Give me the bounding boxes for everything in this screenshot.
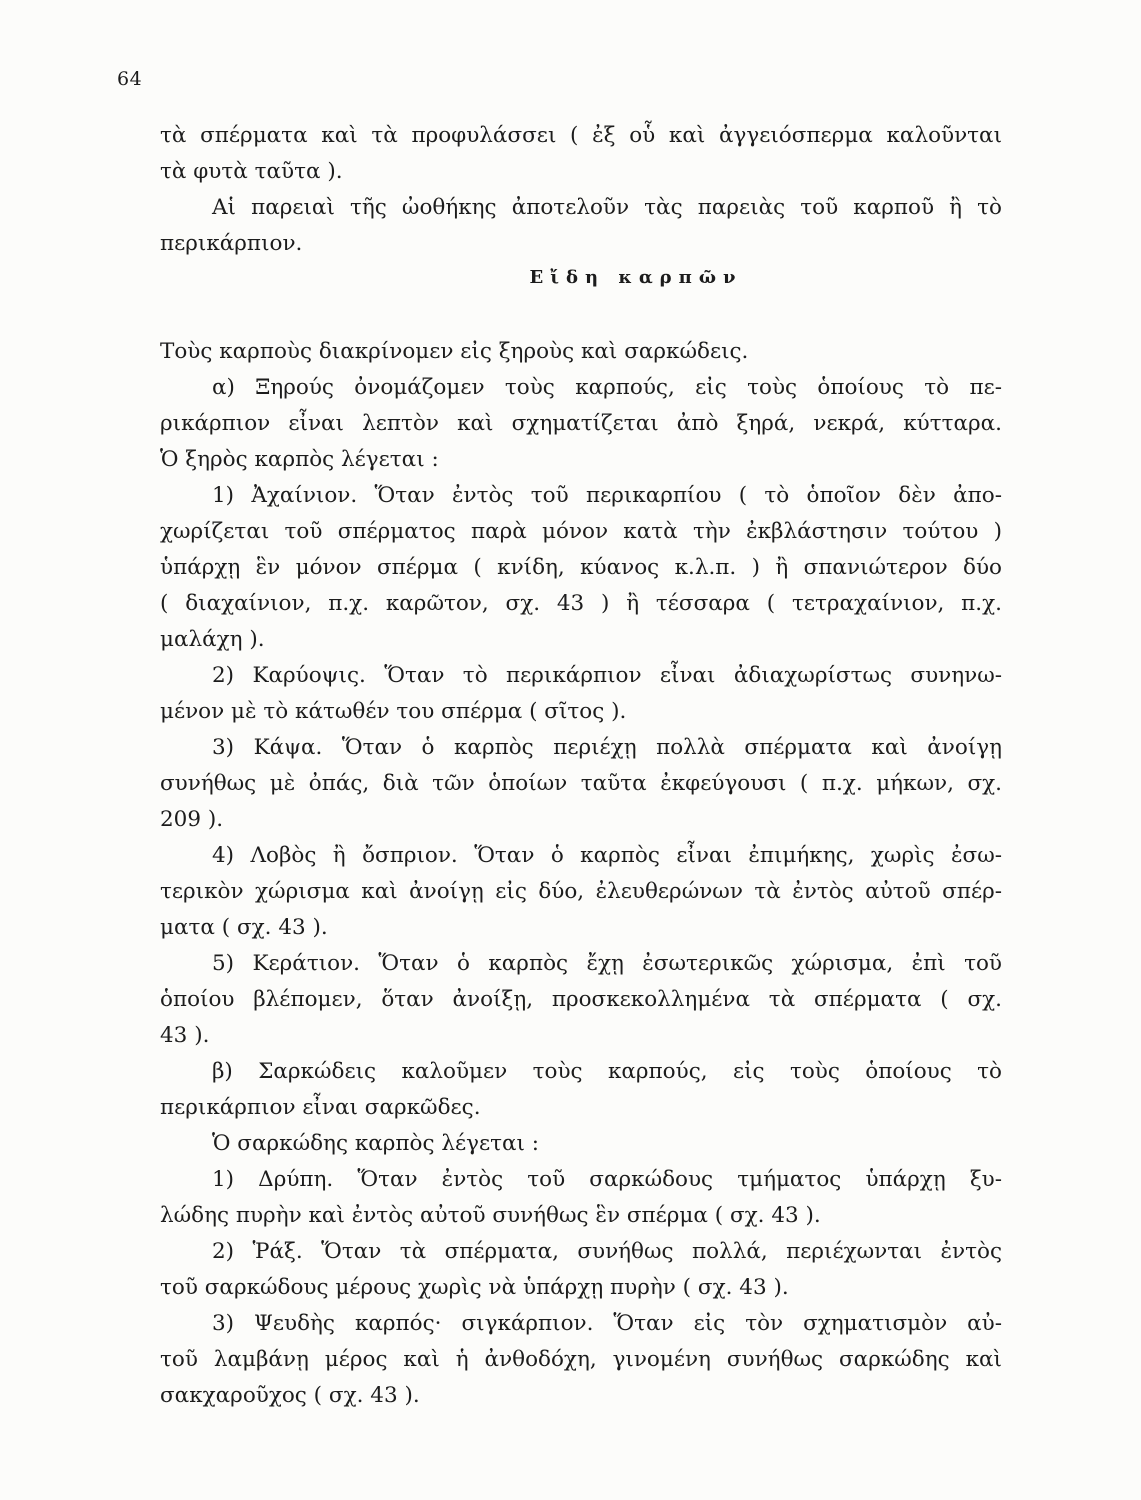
text-line: β) Σαρκώδεις καλοῦμεν τοὺς καρπούς, εἰς τοὺς ὁποίους τὸ	[212, 1059, 1002, 1084]
text-line: 209 ).	[160, 807, 224, 832]
text-line: Ὁ ξηρὸς καρπὸς λέγεται :	[160, 447, 439, 472]
text-line: ρικάρπιον εἶναι λεπτὸν καὶ σχηματίζεται ἀπὸ ξηρά, νεκρά, κύτταρα.	[160, 411, 1002, 436]
text-line: λώδης πυρὴν καὶ ἐντὸς αὐτοῦ συνήθως ἓν σπέρμα ( σχ. 43 ).	[160, 1203, 821, 1228]
text-line: Ὁ σαρκώδης καρπὸς λέγεται :	[212, 1131, 540, 1156]
section-heading: Εἴδη καρπῶν	[529, 267, 743, 288]
text-line: 1) Ἀχαίνιον. Ὅταν ἐντὸς τοῦ περικαρπίου ( τὸ ὁποῖον δὲν ἀπο-	[212, 483, 1002, 508]
text-line: ( διαχαίνιον, π.χ. καρῶτον, σχ. 43 ) ἢ τέσσαρα ( τετραχαίνιον, π.χ.	[160, 591, 1002, 616]
text-line: 5) Κεράτιον. Ὅταν ὁ καρπὸς ἔχῃ ἐσωτερικῶς χώρισμα, ἐπὶ τοῦ	[212, 951, 1002, 976]
text-line: τοῦ σαρκώδους μέρους χωρὶς νὰ ὑπάρχῃ πυρὴν ( σχ. 43 ).	[160, 1275, 789, 1300]
text-line: τὰ φυτὰ ταῦτα ).	[160, 159, 343, 184]
text-line: ματα ( σχ. 43 ).	[160, 915, 328, 940]
text-line: Αἱ παρειαὶ τῆς ὠοθήκης ἀποτελοῦν τὰς παρειὰς τοῦ καρποῦ ἢ τὸ	[212, 195, 1002, 220]
text-line: 2) Καρύοψις. Ὅταν τὸ περικάρπιον εἶναι ἀδιαχωρίστως συνηνω-	[212, 663, 1002, 688]
text-line: 2) Ῥάξ. Ὅταν τὰ σπέρματα, συνήθως πολλά, περιέχωνται ἐντὸς	[212, 1239, 1002, 1264]
text-line: μένον μὲ τὸ κάτωθέν του σπέρμα ( σῖτος ).	[160, 699, 627, 724]
text-line: Τοὺς καρποὺς διακρίνομεν εἰς ξηροὺς καὶ σαρκώδεις.	[160, 339, 749, 364]
text-line: τοῦ λαμβάνῃ μέρος καὶ ἡ ἀνθοδόχη, γινομένη συνήθως σαρκώδης καὶ	[160, 1347, 1002, 1372]
text-line: 3) Ψευδὴς καρπός· σιγκάρπιον. Ὅταν εἰς τὸν σχηματισμὸν αὐ-	[212, 1311, 1002, 1336]
text-line: 43 ).	[160, 1023, 210, 1048]
page-number: 64	[117, 68, 143, 90]
text-line: χωρίζεται τοῦ σπέρματος παρὰ μόνον κατὰ τὴν ἐκβλάστησιν τούτου )	[160, 519, 1002, 544]
text-line: 4) Λοβὸς ἢ ὄσπριον. Ὅταν ὁ καρπὸς εἶναι ἐπιμήκης, χωρὶς ἐσω-	[212, 843, 1002, 868]
text-line: τερικὸν χώρισμα καὶ ἀνοίγῃ εἰς δύο, ἐλευθερώνων τὰ ἐντὸς αὐτοῦ σπέρ-	[160, 879, 1002, 904]
body-text	[160, 118, 1002, 1414]
text-line: περικάρπιον εἶναι σαρκῶδες.	[160, 1095, 481, 1120]
text-line: 1) Δρύπη. Ὅταν ἐντὸς τοῦ σαρκώδους τμήματος ὑπάρχῃ ξυ-	[212, 1167, 1002, 1192]
text-line: μαλάχη ).	[160, 627, 265, 652]
text-line: περικάρπιον.	[160, 231, 303, 256]
text-line: τὰ σπέρματα καὶ τὰ προφυλάσσει ( ἐξ οὗ καὶ ἀγγειόσπερμα καλοῦνται	[160, 123, 1002, 148]
text-line: σακχαροῦχος ( σχ. 43 ).	[160, 1383, 420, 1408]
text-line: ὁποίου βλέπομεν, ὅταν ἀνοίξῃ, προσκεκολλημένα τὰ σπέρματα ( σχ.	[160, 987, 1002, 1012]
text-line: 3) Κάψα. Ὅταν ὁ καρπὸς περιέχῃ πολλὰ σπέρματα καὶ ἀνοίγῃ	[212, 735, 1002, 760]
text-line: συνήθως μὲ ὀπάς, διὰ τῶν ὁποίων ταῦτα ἐκφεύγουσι ( π.χ. μήκων, σχ.	[160, 771, 1002, 796]
text-line: α) Ξηρούς ὀνομάζομεν τοὺς καρπούς, εἰς τοὺς ὁποίους τὸ πε-	[212, 375, 1002, 400]
text-line: ὑπάρχῃ ἓν μόνον σπέρμα ( κνίδη, κύανος κ.λ.π. ) ἢ σπανιώτερον δύο	[160, 555, 1002, 580]
